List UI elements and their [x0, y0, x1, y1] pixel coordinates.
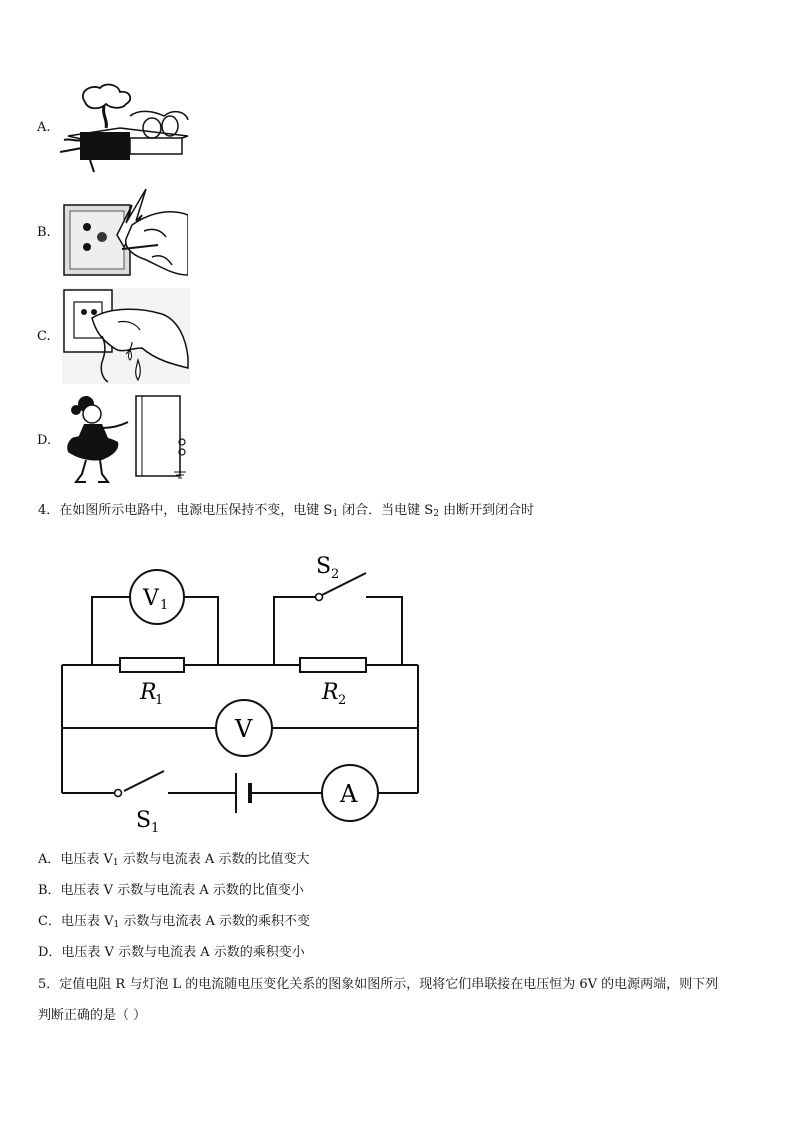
s1-contact	[115, 790, 122, 797]
q4-mid: 闭合．当电键 S	[338, 503, 434, 518]
r1-sub: 1	[155, 693, 164, 708]
r1-resistor	[120, 658, 184, 672]
s2-label: S	[316, 554, 332, 579]
r2-label: R	[322, 680, 339, 705]
r2-sub: 2	[338, 693, 347, 708]
question-5-line2: 判断正确的是（ ）	[38, 1008, 147, 1023]
v1-sub: 1	[160, 598, 169, 613]
circuit-diagram	[50, 545, 430, 835]
option-a-letter: A.	[37, 120, 51, 135]
s2-wire-right	[366, 597, 402, 665]
answer-c-text1: C．电压表 V	[38, 914, 114, 929]
answer-c-text2: 示数与电流表 A 示数的乘积不变	[119, 914, 310, 929]
s2-wire-left	[274, 597, 316, 665]
answer-c-sub: 1	[113, 920, 120, 930]
question-4-text	[38, 499, 534, 519]
answer-b-text1: B．电压表 V 示数与电流表 A 示数的比值变小	[38, 883, 304, 898]
v1-label: V	[143, 586, 159, 611]
option-c-letter: C.	[37, 329, 51, 344]
v-label: V	[235, 715, 253, 743]
s1-blade	[124, 771, 164, 791]
answer-d[interactable]	[38, 941, 305, 961]
answer-a-text2: 示数与电流表 A 示数的比值变大	[118, 852, 310, 867]
v1-wire-right	[184, 597, 218, 665]
option-d-letter: D.	[37, 433, 52, 448]
q4-suffix: 由断开到闭合时	[438, 503, 535, 518]
question-5-line1: 5．定值电阻 R 与灯泡 L 的电流随电压变化关系的图象如图所示，现将它们串联接在电压恒为 6V 的电源两端，则下列	[38, 977, 719, 992]
v1-wire-left	[92, 597, 130, 665]
s2-contact	[316, 594, 323, 601]
girl-and-fridge-ground-icon	[62, 390, 192, 490]
answer-d-text1: D．电压表 V 示数与电流表 A 示数的乘积变小	[38, 945, 305, 960]
option-b-letter: B.	[37, 225, 51, 240]
q4-s2-sub: 2	[433, 509, 439, 519]
overloaded-power-strip-smoke-icon	[60, 82, 190, 174]
a-label: A	[340, 780, 358, 808]
wet-hand-plug-icon	[62, 288, 190, 384]
q4-prefix: 4．在如图所示电路中，电源电压保持不变，电键 S	[38, 503, 333, 518]
hand-touching-outlet-spark-icon	[62, 185, 188, 277]
s1-sub: 1	[151, 821, 160, 835]
r1-label: R	[140, 680, 157, 705]
r2-resistor	[300, 658, 366, 672]
q4-s1-sub: 1	[332, 509, 339, 519]
answer-c[interactable]	[38, 910, 310, 930]
answer-a-text1: A．电压表 V	[38, 852, 113, 867]
s1-label: S	[136, 808, 152, 833]
answer-b[interactable]	[38, 879, 304, 899]
s2-sub: 2	[331, 567, 340, 582]
answer-a[interactable]	[38, 848, 309, 868]
answer-a-sub: 1	[112, 858, 119, 868]
